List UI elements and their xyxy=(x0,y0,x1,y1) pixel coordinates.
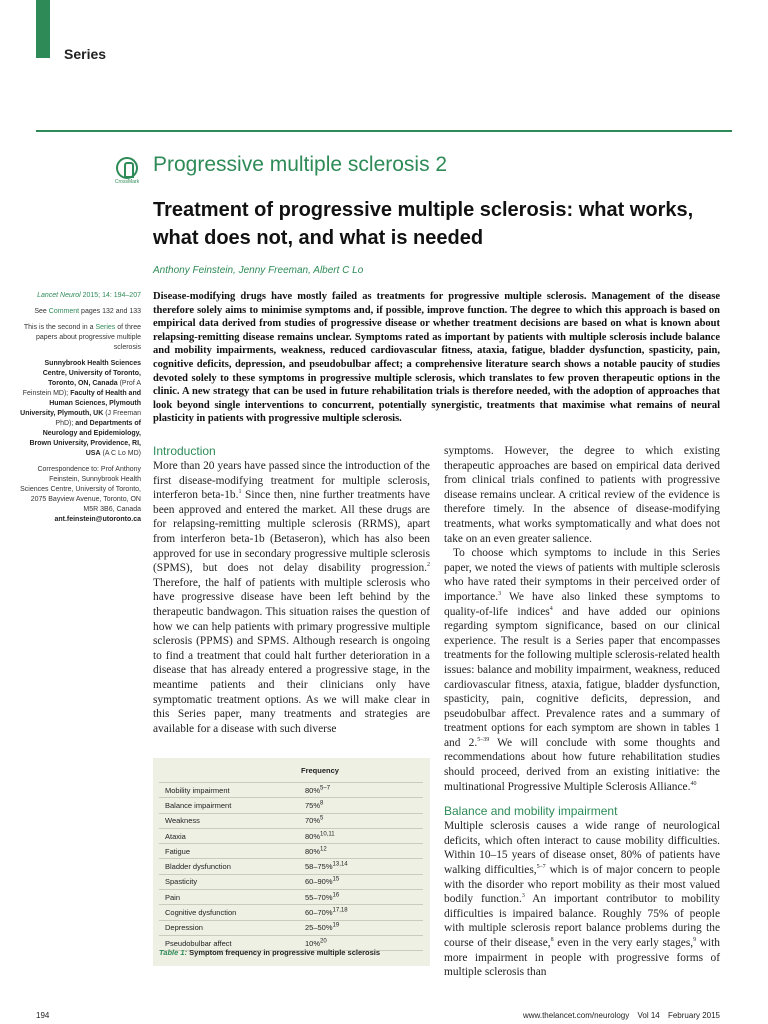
symptom-name: Depression xyxy=(165,923,203,933)
frequency-value: 80% xyxy=(305,785,321,795)
section-heading-introduction: Introduction xyxy=(153,444,216,458)
see-prefix: See xyxy=(34,308,49,315)
table-caption xyxy=(159,948,380,957)
footer-date: February 2015 xyxy=(667,1011,720,1020)
ref-sup: 2 xyxy=(427,562,430,569)
ref-sup: 10,11 xyxy=(320,831,335,838)
column-right xyxy=(444,444,720,980)
series-title: Progressive multiple sclerosis 2 xyxy=(153,153,448,176)
affiliation-2-people: (J Freeman PhD); xyxy=(55,410,141,427)
ref-sup: 12 xyxy=(320,846,327,853)
table-row xyxy=(159,874,423,889)
table-row xyxy=(159,843,423,858)
ref-sup: 15 xyxy=(332,876,340,883)
correspondence-email[interactable]: ant.feinstein@utoronto.ca xyxy=(54,516,141,523)
author-list: Anthony Feinstein, Jenny Freeman, Albert C Lo xyxy=(153,265,364,276)
p2-text-d: We will conclude with some thoughts and recommendations about how future rehabilitation studies should proceed, derived from an existing initiative: the multinational Progressive Multiple Sclerosis Alliance. xyxy=(444,736,721,793)
intro-paragraph xyxy=(153,459,430,736)
symptom-name: Ataxia xyxy=(165,831,186,841)
table-row xyxy=(159,889,423,904)
symptom-name: Bladder dysfunction xyxy=(165,862,231,872)
correspondence-address: Correspondence to: Prof Anthony Feinstein, Sunnybrook Health Sciences Centre, University of Toronto, 2075 Bayview Avenue, Toronto, ON M5R 3B6, Canada xyxy=(20,466,141,513)
symptom-frequency xyxy=(305,908,423,917)
article-sidebar xyxy=(20,291,141,531)
ref-sup: 8 xyxy=(550,937,554,944)
p3-text-b: which is of major concern to people with the disorder who report mobility as their most valued bodily function. xyxy=(444,864,721,906)
table-caption-label: Table 1: xyxy=(159,948,188,957)
table-row xyxy=(159,904,423,919)
frequency-value: 10% xyxy=(305,938,321,948)
header-rule xyxy=(36,130,732,132)
footer-journal-info xyxy=(517,1011,720,1020)
ref-sup: 17,18 xyxy=(332,907,348,914)
frequency-value: 25–50% xyxy=(305,923,333,933)
frequency-value: 80% xyxy=(305,846,321,856)
col2-paragraph-3 xyxy=(444,819,720,980)
ref-sup: 20 xyxy=(320,938,327,945)
table-row xyxy=(159,782,423,797)
frequency-value: 60–70% xyxy=(305,908,333,918)
ref-sup: 1 xyxy=(238,489,242,496)
table-row xyxy=(159,797,423,812)
frequency-value: 75% xyxy=(305,800,321,810)
ref-sup: 40 xyxy=(690,780,697,787)
symptom-name: Cognitive dysfunction xyxy=(165,908,237,918)
ref-sup: 3 xyxy=(498,591,502,598)
ref-sup: 19 xyxy=(332,922,340,929)
column-left xyxy=(153,444,430,736)
symptom-name: Weakness xyxy=(165,816,200,826)
frequency-value: 55–70% xyxy=(305,892,333,902)
symptom-name: Pseudobulbar affect xyxy=(165,938,232,948)
correspondence xyxy=(20,465,141,525)
ref-sup: 5–7 xyxy=(536,864,546,871)
affiliation-3: and Departments of Neurology and Epidemiology, Brown University, Providence, RI, USA xyxy=(29,420,141,457)
crossmark-icon[interactable] xyxy=(113,157,141,185)
ref-sup: 3 xyxy=(521,893,525,900)
table-row xyxy=(159,828,423,843)
symptom-name: Balance impairment xyxy=(165,800,232,810)
series-note xyxy=(20,323,141,353)
article-title: Treatment of progressive multiple sclerosis: what works, what does not, and what is needed xyxy=(153,199,694,249)
p3-text-e: with more impairment in people with progressive forms of multiple sclerosis than xyxy=(444,937,720,979)
series-link[interactable]: Series xyxy=(95,324,116,331)
affiliation-1: Sunnybrook Health Sciences Centre, University of Toronto, Toronto, ON, Canada xyxy=(42,360,141,387)
frequency-value: 70% xyxy=(305,816,321,826)
symptom-frequency xyxy=(305,893,423,902)
table-header-frequency: Frequency xyxy=(301,766,339,775)
series-note-suffix: of three papers about progressive multiple sclerosis xyxy=(35,324,141,351)
symptom-frequency xyxy=(305,801,423,810)
intro-text-c: Therefore, the half of patients with multiple sclerosis who have progressive disease have been left behind by the therapeutic bandwagon. This situation raises the question of how we can help patients with primary progressive multiple sclerosis (PPMS) and SPMS. Although research is ongoing to find a treatment that could halt further deterioration in a disease that has already entered a progressive stage, in the meantime patients and their clinicians only have symptomatic treatment options. As we will make clear in this Series paper, many treatments and strategies are available for a disease with such diverse xyxy=(153,576,430,735)
symptom-frequency xyxy=(305,923,423,932)
ref-sup: 4 xyxy=(549,605,553,612)
affiliations xyxy=(20,359,141,459)
ref-sup: 5 xyxy=(320,815,324,822)
abstract: Disease-modifying drugs have mostly failed as treatments for progressive multiple sclerosis. Management of the disease therefore solely aims to minimise symptoms and, if possible, improve function. The degree to which this approach is based on empirical data derived from studies of progressive disease or whether treatment decisions are based on what is known about relapsing-remitting disease remains unclear. Symptoms rated as important by patients with multiple sclerosis include balance and mobility impairments, weakness, reduced cardiovascular fitness, ataxia, fatigue, bladder dysfunction, spasticity, pain, cognitive deficits, depression, and pseudobulbar affect; a comprehensive literature search shows a notable paucity of studies devoted solely to these symptoms in progressive multiple sclerosis, which translates to few proven therapeutic options in the clinic. A new strategy that can be used in future rehabilitation trials is therefore needed, with the adoption of approaches that look beyond single interventions to concurrent, potentially synergistic, treatments that maximise what remains of neural plasticity in patients with progressive multiple sclerosis. xyxy=(153,291,720,425)
symptom-frequency xyxy=(305,786,423,795)
frequency-value: 58–75% xyxy=(305,862,333,872)
p3-text-d: even in the very early stages, xyxy=(553,937,694,949)
see-comment-note xyxy=(20,307,141,317)
symptom-name: Pain xyxy=(165,892,181,902)
table-caption-text: Symptom frequency in progressive multiple sclerosis xyxy=(187,948,381,957)
ref-sup: 16 xyxy=(332,892,340,899)
symptom-name: Fatigue xyxy=(165,846,191,856)
affiliation-1-people: (Prof A Feinstein MD); xyxy=(22,380,141,397)
series-color-bar xyxy=(36,0,50,58)
symptom-frequency xyxy=(305,939,423,948)
symptom-frequency xyxy=(305,877,423,886)
p3-text-a: Multiple sclerosis causes a wide range of neurological deficits, which often interact to cause mobility difficulties. Within 10–15 years of disease onset, 80% of patients have walking difficulties, xyxy=(444,820,720,877)
symptom-frequency xyxy=(305,862,423,871)
ref-sup: 13,14 xyxy=(332,861,348,868)
crossmark-badge-icon xyxy=(116,157,138,179)
symptom-frequency xyxy=(305,816,423,825)
table-row xyxy=(159,920,423,935)
series-label: Series xyxy=(64,46,107,62)
symptom-frequency xyxy=(305,832,423,841)
comment-link[interactable]: Comment xyxy=(48,308,80,315)
see-suffix: pages 132 and 133 xyxy=(79,308,141,315)
section-heading-balance: Balance and mobility impairment xyxy=(444,804,618,819)
table-row xyxy=(159,858,423,873)
table-rows xyxy=(159,782,423,951)
affiliation-3-people: (A C Lo MD) xyxy=(102,450,141,457)
p3-text-c: An important contributor to mobility difficulties is impaired balance. Roughly 75% of people with multiple sclerosis report balance problems during the course of their disease, xyxy=(444,893,720,949)
frequency-value: 60–90% xyxy=(305,877,333,887)
symptom-name: Mobility impairment xyxy=(165,785,230,795)
col2-paragraph-1: symptoms. However, the degree to which existing therapeutic approaches are based on empirical data derived from clinical trials confined to patients with progressive disease remains unclear. A critical review of the evidence is therefore timely. In the absence of disease-modifying treatments, what works symptomatically and what does not take on an even greater salience. xyxy=(444,445,720,545)
series-note-prefix: This is the second in a xyxy=(23,324,96,331)
p2-text-a: To choose which symptoms to include in this Series paper, we noted the views of patients with multiple sclerosis who have rated their symptoms in their perceived order of importance. xyxy=(444,547,720,603)
citation xyxy=(20,291,141,301)
footer-volume: Vol 14 xyxy=(637,1011,660,1020)
ref-sup: 5–39 xyxy=(477,737,490,744)
symptom-frequency xyxy=(305,847,423,856)
citation-details: 2015; 14: 194–207 xyxy=(80,292,141,299)
ref-sup: 9 xyxy=(693,937,697,944)
intro-text-a: More than 20 years have passed since the introduction of the first disease-modifying treatment for multiple sclerosis, interferon beta-1b. xyxy=(153,460,430,502)
p2-text-b: We have also linked these symptoms to quality-of-life indices xyxy=(444,590,720,618)
affiliation-2: Faculty of Health and Human Sciences, Plymouth University, Plymouth, UK xyxy=(20,390,141,417)
ref-sup: 5–7 xyxy=(320,785,331,792)
col2-paragraph-2 xyxy=(444,546,720,794)
footer-url[interactable]: www.thelancet.com/neurology xyxy=(522,1011,630,1020)
symptom-name: Spasticity xyxy=(165,877,198,887)
ref-sup: 8 xyxy=(320,800,324,807)
table-1 xyxy=(153,758,430,966)
table-row xyxy=(159,813,423,828)
frequency-value: 80% xyxy=(305,831,321,841)
intro-text-b: Since then, nine further treatments have been approved and entered the market. All these drugs are for relapsing-remitting multiple sclerosis (RRMS), apart from interferon beta-1b (Betaseron), which has also been approved for use in secondary progressive multiple sclerosis (SPMS), but does not delay disability progression. xyxy=(153,489,430,575)
p2-text-c: and have added our opinions regarding symptom significance, based on our clinical experience. The result is a Series paper that encompasses treatments for the following multiple sclerosis-related health issues: balance and mobility impairment, weakness, reduced cardiovascular fitness, ataxia, fatigue, bladder dysfunction, spasticity, pain, cognitive deficits, depression, and pseudobulbar affect. Prevalence rates and a summary of treatment options for each symptom are shown in tables 1 and 2. xyxy=(444,605,720,749)
crossmark-label: CrossMark xyxy=(114,179,140,185)
citation-journal: Lancet Neurol xyxy=(37,292,81,299)
page-number: 194 xyxy=(36,1011,50,1020)
